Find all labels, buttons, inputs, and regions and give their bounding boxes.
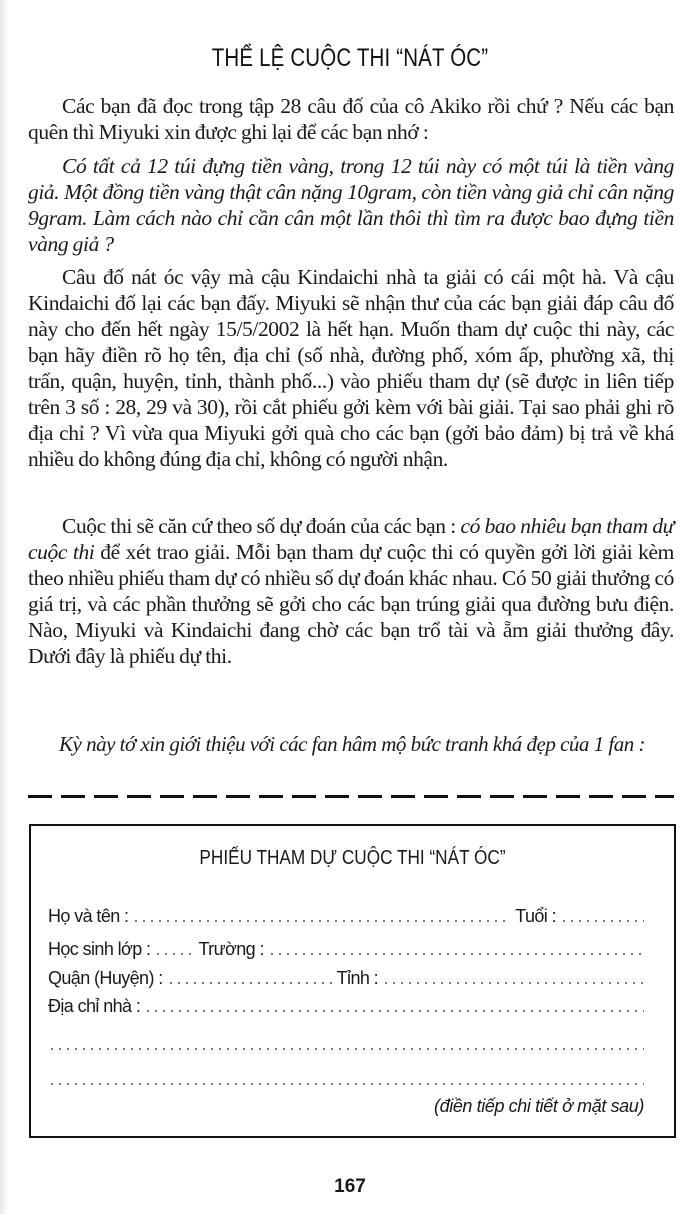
school-field[interactable] (268, 952, 644, 956)
fan-art-intro-note: Kỳ này tớ xin giới thiệu với các fan hâm mộ bức tranh khá đẹp của 1 fan : (59, 732, 645, 756)
form-row-address-line-3 (48, 1067, 648, 1091)
grade-label: Học sinh lớp : (48, 939, 151, 959)
page-number: 167 (334, 1176, 366, 1197)
prizes-text (28, 513, 674, 669)
age-field[interactable] (560, 919, 644, 923)
form-row-grade-school (48, 937, 648, 961)
page-title: THỂ LỆ CUỘC THI “NÁT ÓC” (211, 44, 489, 72)
form-row-address (48, 994, 648, 1018)
rules-text: Câu đố nát óc vậy mà cậu Kindaichi nhà ta giải có cái một hà. Và cậu Kindaichi đố lại các bạn đấy. Miyuki sẽ nhận thư của các bạn giải đáp câu đố này cho đến hết ngày 15/5/2002 là hết hạn. Muốn tham dự cuộc thi này, các bạn hãy điền rõ họ tên, địa chỉ (số nhà, đường phố, xóm ấp, phường xã, thị trấn, quận, huyện, tỉnh, thành phố...) vào phiếu tham dự (sẽ được in liên tiếp trên 3 số : 28, 29 và 30), rồi cắt phiếu gởi kèm với bài giải. Tại sao phải ghi rõ địa chỉ ? Vì vừa qua Miyuki gởi quà cho các bạn (gởi bảo đảm) bị trả về khá nhiều do không đúng địa chỉ, không có người nhận. (28, 265, 674, 471)
page-edge-shadow (0, 0, 8, 1214)
district-field[interactable] (167, 981, 333, 985)
name-field[interactable] (132, 919, 511, 923)
province-field[interactable] (382, 981, 644, 985)
puzzle-paragraph (28, 153, 674, 257)
intro-paragraph (28, 93, 674, 145)
school-label: Trường : (198, 939, 264, 959)
prizes-paragraph (28, 513, 674, 669)
province-label: Tỉnh : (336, 968, 379, 988)
district-label: Quận (Huyện) : (48, 968, 163, 988)
age-label: Tuổi : (515, 906, 556, 926)
address-field-line-3[interactable] (48, 1082, 644, 1086)
form-title: PHIẾU THAM DỰ CUỘC THI “NÁT ÓC” (199, 847, 506, 869)
intro-text: Các bạn đã đọc trong tập 28 câu đố của cô Akiko rồi chứ ? Nếu các bạn quên thì Miyuki xin được ghi lại để các bạn nhớ : (28, 94, 674, 144)
rules-paragraph (28, 264, 674, 472)
dashed-cut-line (28, 795, 674, 798)
address-field[interactable] (144, 1009, 644, 1013)
prizes-text-emphasis: có bao nhiêu bạn tham dự cuộc thi (28, 514, 674, 564)
form-row-address-line-2 (48, 1032, 648, 1056)
puzzle-text: Có tất cả 12 túi đựng tiền vàng, trong 12 túi này có một túi là tiền vàng giả. Một đồng tiền vàng thật cân nặng 10gram, còn tiền vàng giả chỉ cân nặng 9gram. Làm cách nào chỉ cần cân một lần thôi thì tìm ra được bao đựng tiền vàng giả ? (28, 154, 674, 256)
grade-field[interactable] (154, 952, 194, 956)
form-row-name-age (48, 904, 648, 928)
name-label: Họ và tên : (48, 906, 129, 926)
form-footer-note: (điền tiếp chi tiết ở mặt sau) (434, 1096, 644, 1116)
form-row-district-province (48, 966, 648, 990)
address-field-line-2[interactable] (48, 1047, 644, 1051)
prizes-text-before: Cuộc thi sẽ căn cứ theo số dự đoán của các bạn : (62, 514, 461, 538)
entry-form (29, 824, 676, 1138)
address-label: Địa chỉ nhà : (48, 996, 141, 1016)
prizes-text-after: để xét trao giải. Mỗi bạn tham dự cuộc thi có quyền gởi lời giải kèm theo nhiều phiếu tham dự có nhiều số dự đoán khác nhau. Có 50 giải thưởng có giá trị, và các phần thưởng sẽ gởi cho các bạn trúng giải qua đường bưu điện. Nào, Miyuki và Kindaichi đang chờ các bạn trổ tài và ẵm giải thưởng đây. Dưới đây là phiếu dự thi. (28, 540, 674, 668)
